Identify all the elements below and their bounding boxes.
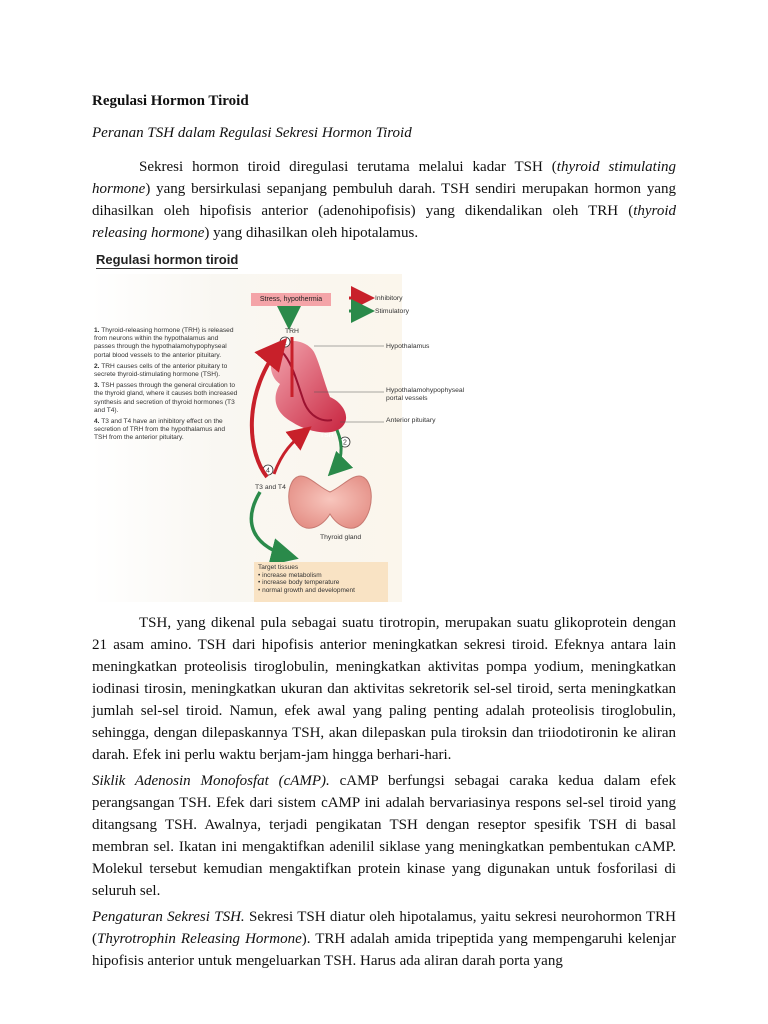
p3-text: cAMP berfungsi sebagai caraka kedua dalam efek perangsangan TSH. Efek dari sistem cAMP ini adalah bervariasinya respons sel-sel tiroid yang ditangsang TSH. Awalnya, terjadi pengikatan TSH dengan reseptor spesifik TSH di basal membran sel. Ikatan ini mengaktifkan adenilil siklase yang meningkatkan pembentukan cAMP. Molekul tersebut kemudian mengaktifkan protein kinase yang digunakan untuk fosforilasi di seluruh sel. (92, 773, 676, 899)
legend-stimulatory-label: Stimulatory (375, 308, 409, 315)
target-tissues-box (254, 562, 388, 602)
p1-text-b: ) yang bersirkulasi sepanjang pembuluh darah. TSH sendiri merupakan hormon yang dihasilkan oleh hipofisis anterior (adenohipofisis) yang dikendalikan oleh TRH ( (92, 181, 676, 219)
inhibitory-arrow-pituitary-icon (274, 430, 307, 474)
trh-label: TRH (285, 328, 299, 335)
figure-step: 4. T3 and T4 have an inhibitory effect on the secretion of TRH from the hypothalamus and TSH from the anterior pituitary. (94, 418, 226, 442)
p3-lead: Siklik Adenosin Monofosfat (cAMP). (92, 773, 330, 789)
paragraph-3 (92, 770, 676, 902)
anterior-pituitary-label: Anterior pituitary (386, 417, 436, 424)
p1-text-a: Sekresi hormon tiroid diregulasi terutama melalui kadar TSH ( (139, 159, 557, 175)
target-item: • increase body temperature (258, 579, 340, 586)
p1-italic-b: thyroid releasing hormone (92, 203, 676, 241)
paragraph-4 (92, 906, 676, 972)
figure-step: 1. Thyroid-releasing hormone (TRH) is released from neurons within the hypothalamus and passes through the hypothalamohypophyseal portal blood vessels to the anterior pituitary. (94, 327, 234, 359)
p1-italic-a: thyroid stimulating hormone (92, 159, 677, 197)
paragraph-1 (92, 156, 676, 244)
legend-inhibitory-label: Inhibitory (375, 295, 403, 302)
thyroid-regulation-figure (92, 252, 465, 602)
p1-text-c: ) yang dihasilkan oleh hipotalamus. (204, 225, 419, 241)
target-tissues-title: Target tissues (258, 564, 299, 571)
figure-step: 2. TRH causes cells of the anterior pituitary to secrete thyroid-stimulating hormone (TSH). (94, 362, 228, 379)
svg-text:4: 4 (266, 467, 270, 475)
stress-label: Stress, hypothermia (251, 293, 331, 306)
figure-step: 3. TSH passes through the general circulation to the thyroid gland, where it causes both increased synthesis and secretion of thyroid hormones (T3 and T4). (94, 382, 238, 414)
target-arrow-icon (251, 492, 292, 557)
p4-italic-a: Thyrotrophin Releasing Hormone (97, 931, 302, 947)
portal-vessels-label: Hypothalamohypophyseal portal vessels (386, 387, 465, 402)
thyroid-gland-label: Thyroid gland (320, 534, 362, 541)
figure-title: Regulasi hormon tiroid (96, 252, 239, 267)
thyroid-gland-shape (289, 476, 372, 528)
target-item: • increase metabolism (258, 571, 322, 579)
p4-lead: Pengaturan Sekresi TSH. (92, 909, 245, 925)
svg-text:1: 1 (283, 339, 287, 347)
document-subtitle: Peranan TSH dalam Regulasi Sekresi Hormon Tiroid (92, 125, 412, 141)
paragraph-2: TSH, yang dikenal pula sebagai suatu tirotropin, merupakan suatu glikoprotein dengan 21 asam amino. TSH dari hipofisis anterior meningkatkan sekresi tiroid. Efeknya antara lain meningkatkan proteolisis tiroglobulin, meningkatkan aktivitas pompa yodium, meningkatkan iodinasi tirosin, meningkatkan ukuran dan aktivitas sekretorik sel-sel tiroid, serta meningkatkan jumlah sel-sel tiroid. Namun, efek awal yang paling penting adalah proteolisis tiroglobulin, sehingga, dengan dilepaskannya TSH, akan dilepaskan pula tiroksin dan triiodotironin ke aliran darah. Efek ini perlu waktu berjam-jam hingga berhari-hari. (92, 615, 676, 763)
figure-illustration (92, 252, 402, 602)
pituitary-shape (271, 341, 346, 432)
t3-t4-label: T3 and T4 (255, 484, 286, 491)
target-item: • normal growth and development (258, 586, 355, 594)
hypothalamus-label: Hypothalamus (386, 343, 430, 350)
svg-text:2: 2 (343, 439, 347, 447)
tsh-label: TSH (320, 432, 334, 439)
document-title: Regulasi Hormon Tiroid (92, 93, 249, 109)
p4-text-b: ). TRH adalah amida tripeptida yang mempengaruhi kelenjar hipofisis anterior untuk mengeluarkan TSH. Harus ada aliran darah porta yang (92, 931, 676, 969)
p4-text-a: Sekresi TSH diatur oleh hipotalamus, yaitu sekresi neurohormon TRH ( (92, 909, 676, 947)
